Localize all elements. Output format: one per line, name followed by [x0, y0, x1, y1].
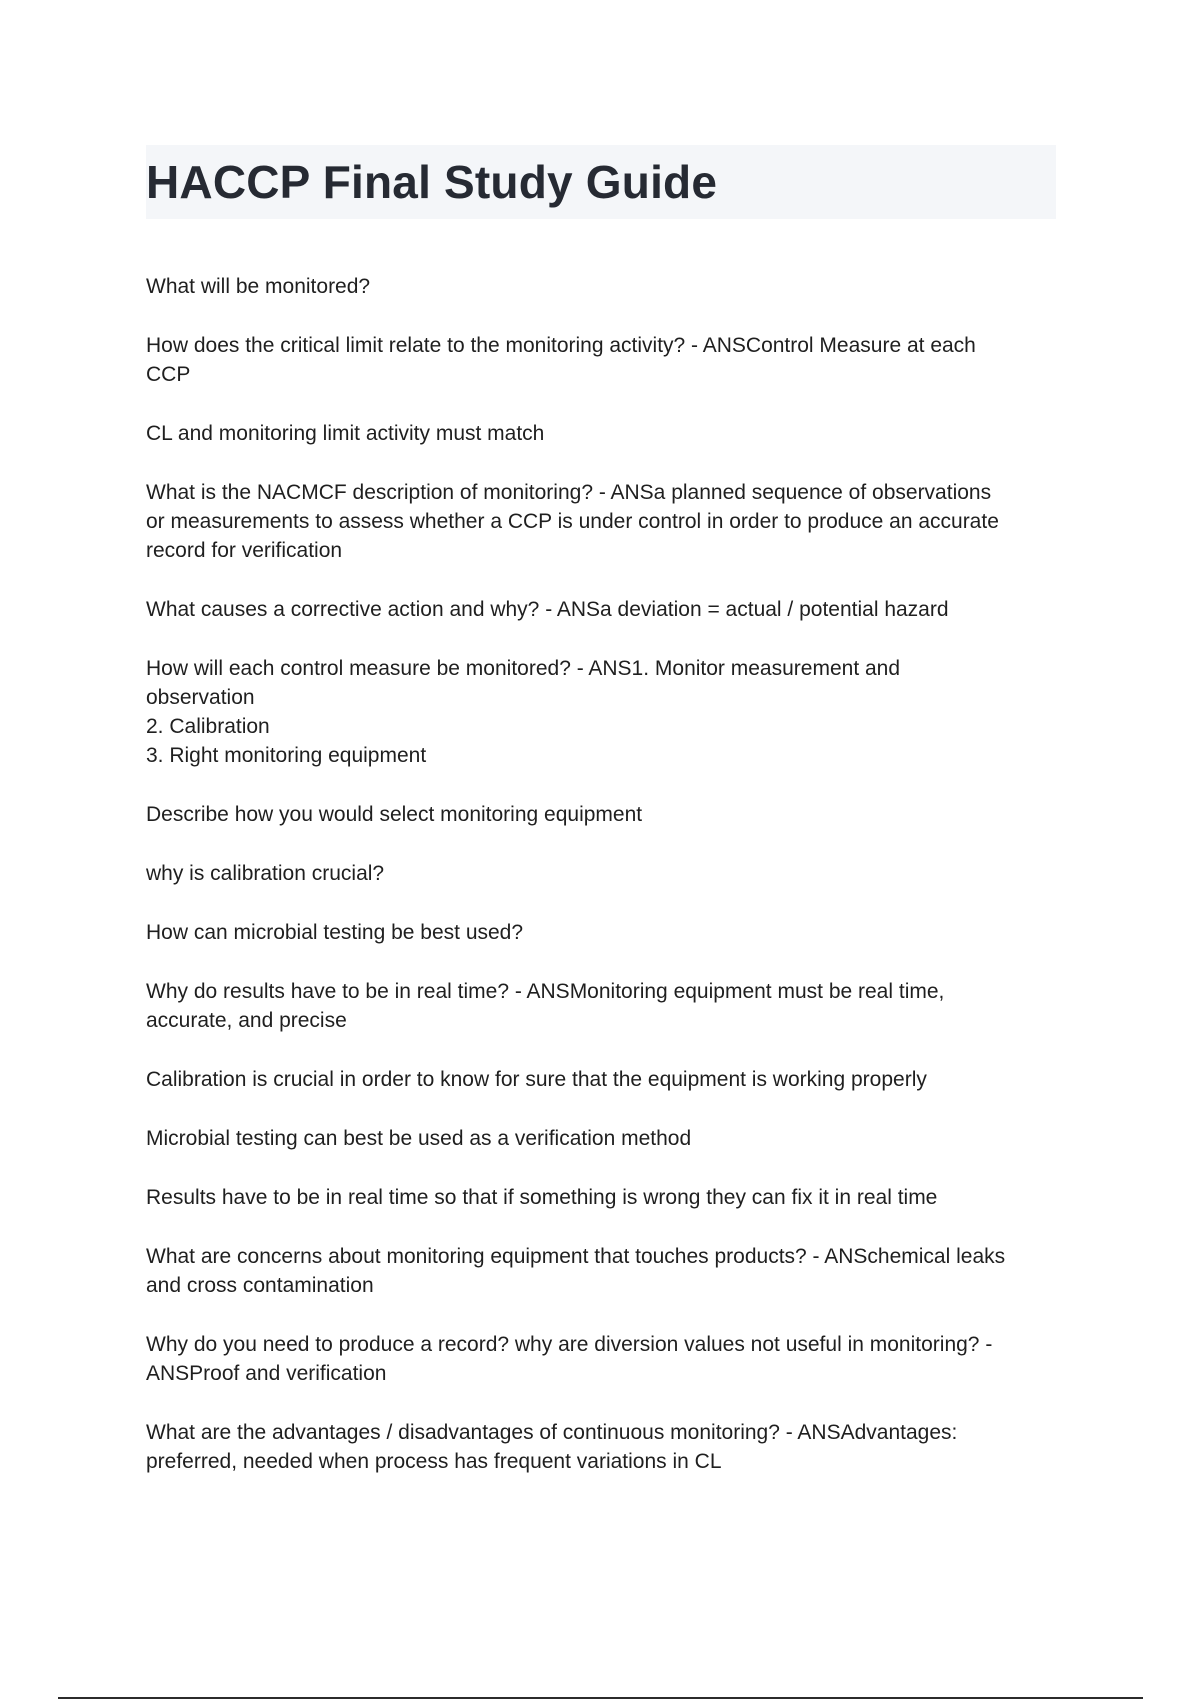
paragraph-line: What are concerns about monitoring equipment that touches products? - ANSchemical leaks — [146, 1245, 1006, 1268]
paragraph-line: accurate, and precise — [146, 1009, 347, 1032]
qa-paragraph — [146, 1330, 1066, 1388]
qa-paragraph — [146, 1242, 1066, 1300]
document-body — [146, 272, 1066, 1506]
paragraph-line: preferred, needed when process has frequent variations in CL — [146, 1450, 722, 1473]
paragraph-line: What are the advantages / disadvantages of continuous monitoring? - ANSAdvantages: — [146, 1421, 958, 1444]
paragraph-line: 2. Calibration — [146, 715, 270, 738]
title-banner — [146, 145, 1056, 219]
paragraph-line: why is calibration crucial? — [146, 862, 385, 885]
paragraph-line: How does the critical limit relate to the monitoring activity? - ANSControl Measure at each — [146, 334, 976, 357]
qa-paragraph — [146, 654, 1066, 770]
qa-paragraph — [146, 800, 1066, 829]
qa-paragraph — [146, 331, 1066, 389]
paragraph-line: How will each control measure be monitored? - ANS1. Monitor measurement and — [146, 657, 901, 680]
qa-paragraph — [146, 272, 1066, 301]
qa-paragraph — [146, 1418, 1066, 1476]
footer-divider — [58, 1697, 1143, 1699]
paragraph-line: What causes a corrective action and why? - ANSa deviation = actual / potential hazard — [146, 598, 949, 621]
paragraph-line: or measurements to assess whether a CCP is under control in order to produce an accurate — [146, 510, 999, 533]
qa-paragraph — [146, 595, 1066, 624]
paragraph-line: How can microbial testing be best used? — [146, 921, 524, 944]
paragraph-line: observation — [146, 686, 255, 709]
paragraph-line: record for verification — [146, 539, 343, 562]
qa-paragraph — [146, 859, 1066, 888]
paragraph-line: CCP — [146, 363, 191, 386]
qa-paragraph — [146, 1183, 1066, 1212]
paragraph-line: Microbial testing can best be used as a verification method — [146, 1127, 692, 1150]
paragraph-line: ANSProof and verification — [146, 1362, 387, 1385]
paragraph-line: and cross contamination — [146, 1274, 374, 1297]
qa-paragraph — [146, 1065, 1066, 1094]
qa-paragraph — [146, 1124, 1066, 1153]
paragraph-line: Calibration is crucial in order to know for sure that the equipment is working properly — [146, 1068, 927, 1091]
paragraph-line: CL and monitoring limit activity must match — [146, 422, 545, 445]
qa-paragraph — [146, 419, 1066, 448]
qa-paragraph — [146, 977, 1066, 1035]
paragraph-line: Why do results have to be in real time? - ANSMonitoring equipment must be real time, — [146, 980, 945, 1003]
paragraph-line: Why do you need to produce a record? why are diversion values not useful in monitoring? - — [146, 1333, 993, 1356]
paragraph-line: What is the NACMCF description of monitoring? - ANSa planned sequence of observations — [146, 481, 992, 504]
page-title: HACCP Final Study Guide — [146, 156, 718, 208]
qa-paragraph — [146, 918, 1066, 947]
paragraph-line: What will be monitored? — [146, 275, 371, 298]
qa-paragraph — [146, 478, 1066, 565]
paragraph-line: Results have to be in real time so that if something is wrong they can fix it in real time — [146, 1186, 938, 1209]
paragraph-line: 3. Right monitoring equipment — [146, 744, 427, 767]
paragraph-line: Describe how you would select monitoring equipment — [146, 803, 643, 826]
